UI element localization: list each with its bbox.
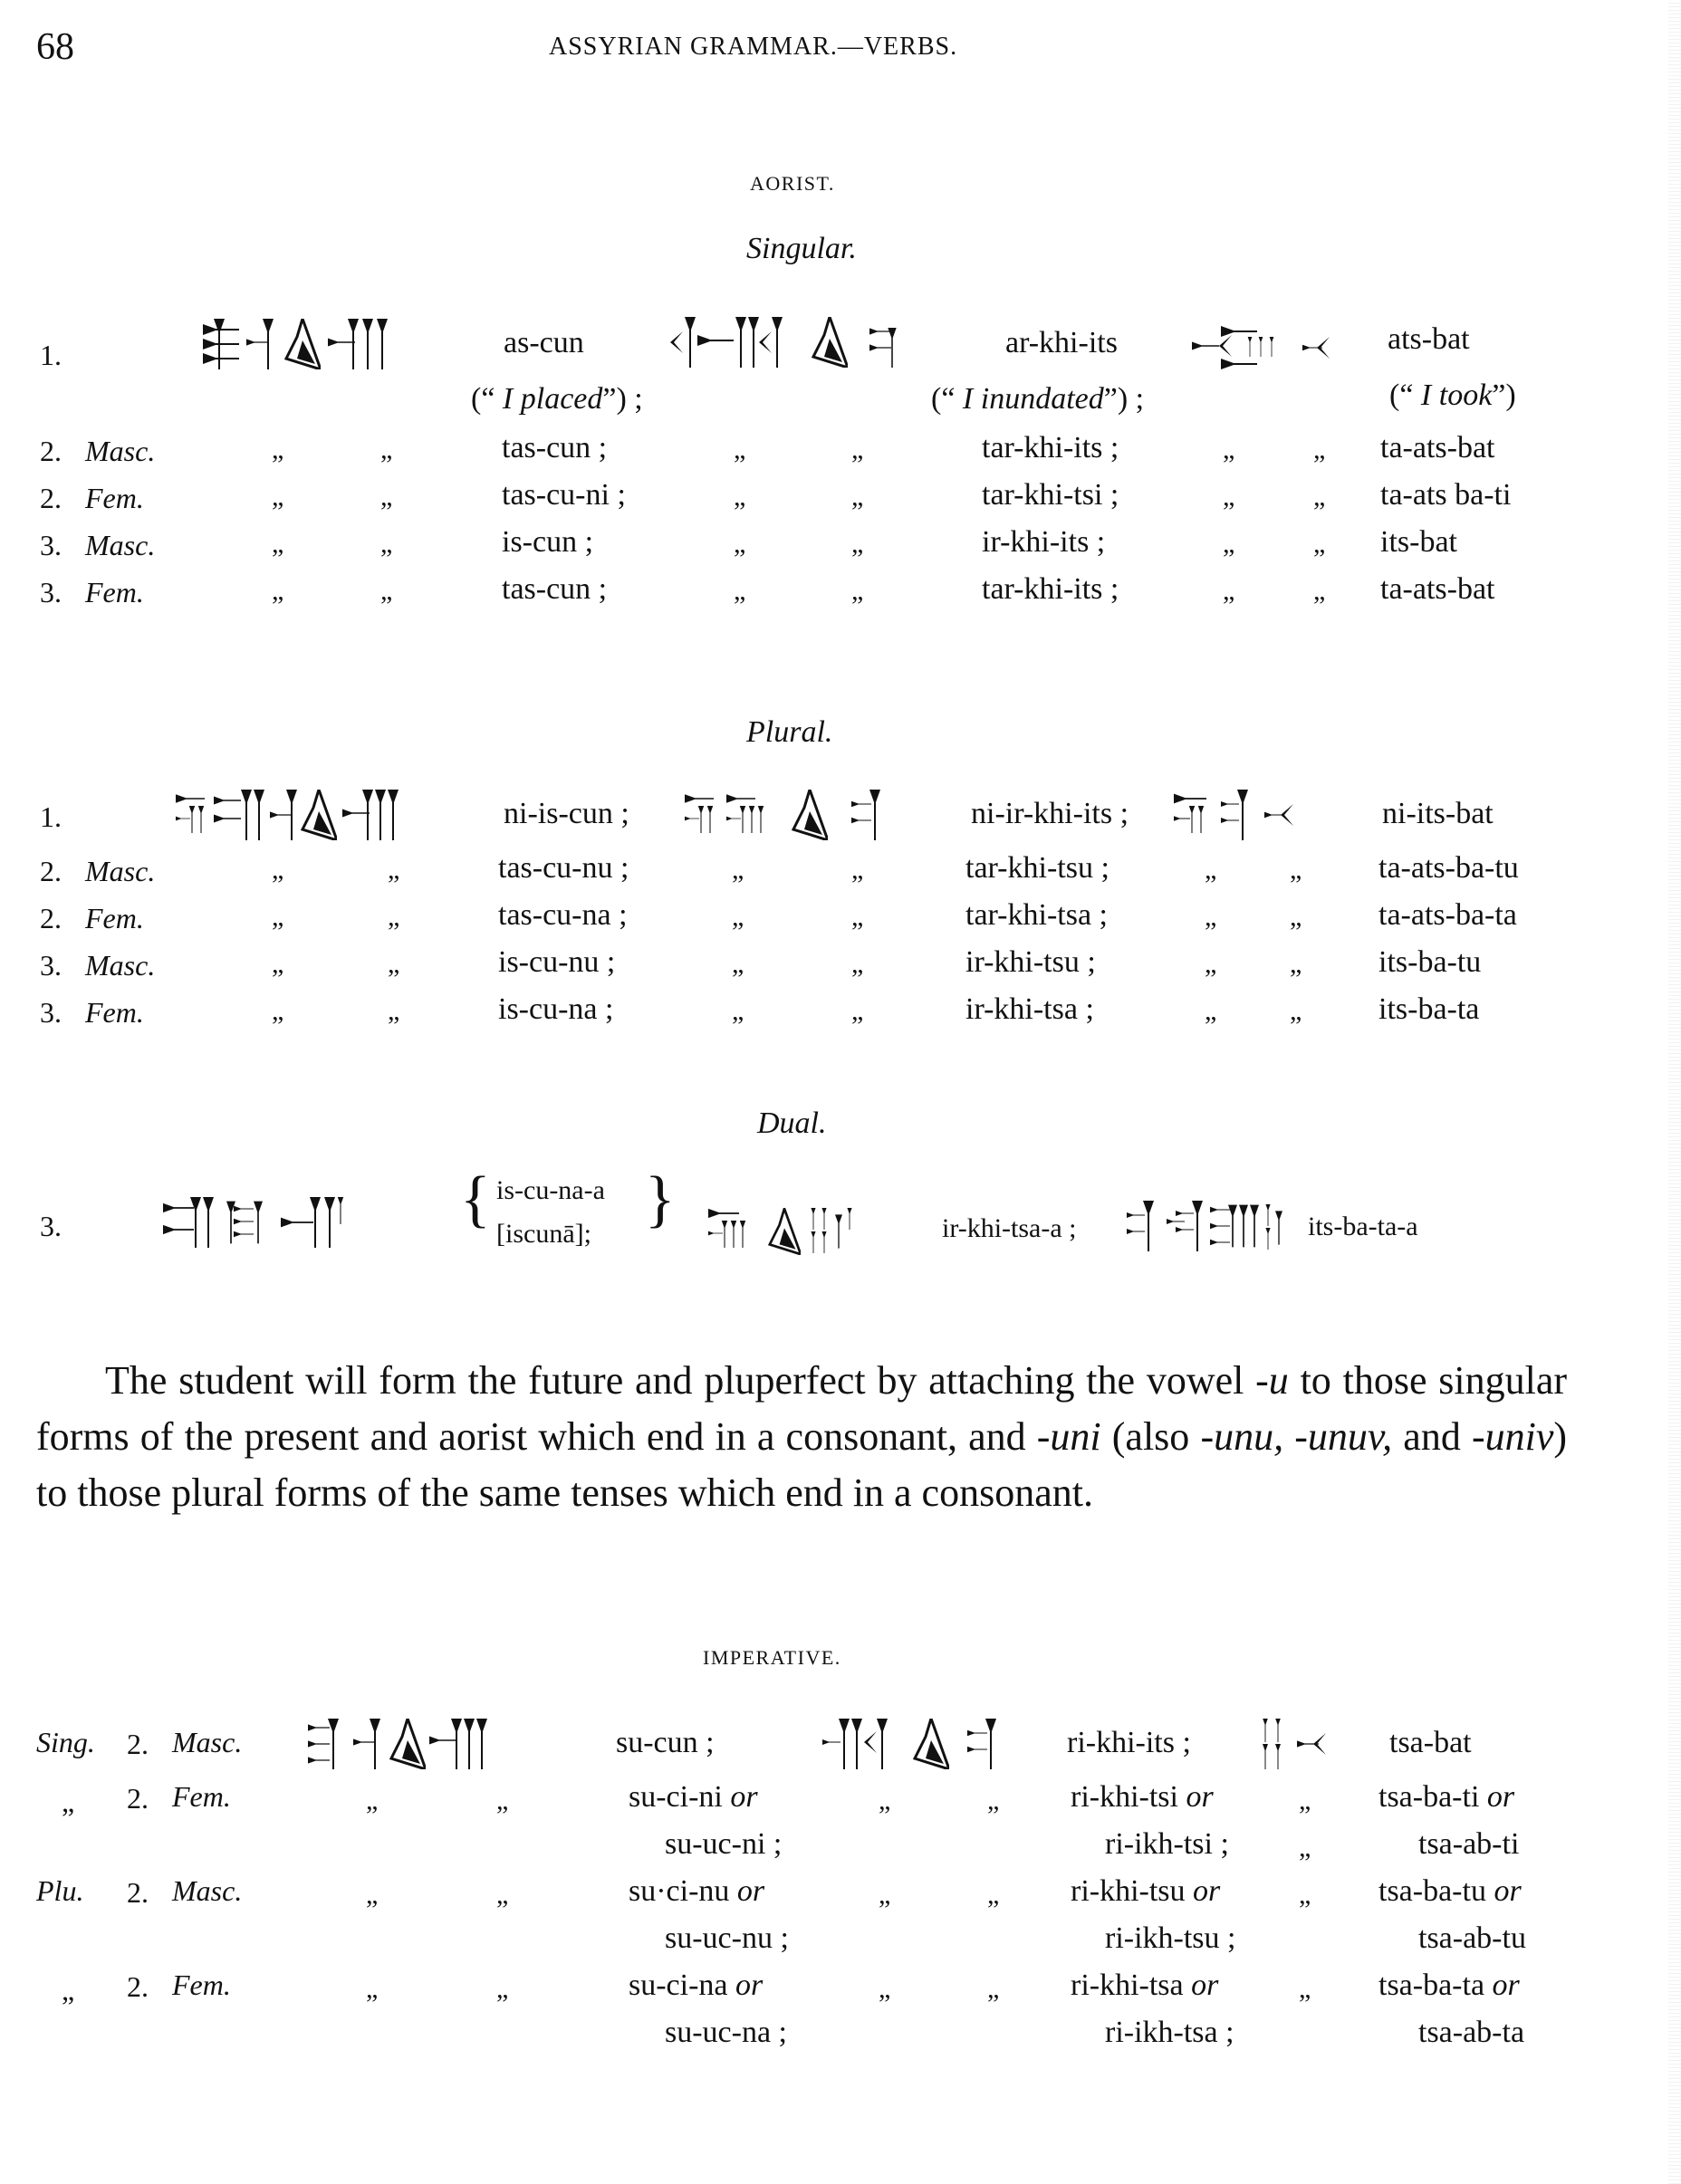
- verb-form: ta-ats-bat: [1380, 431, 1495, 465]
- cuneiform-rikhits-icon: [822, 1719, 1058, 1769]
- ditto-mark: „: [272, 949, 284, 979]
- ditto-mark: „: [380, 576, 393, 606]
- ditto-mark: „: [851, 482, 864, 512]
- ditto-mark: „: [732, 949, 744, 979]
- verb-form: is-cun ;: [502, 525, 594, 559]
- imperative-form: [1067, 1726, 1191, 1760]
- row-person-label: Fem.: [85, 996, 144, 1029]
- ditto-mark: „: [732, 996, 744, 1026]
- verb-form: tar-khi-tsa ;: [965, 898, 1108, 932]
- row-person-label: Fem.: [85, 482, 144, 514]
- row-number: 3.: [40, 996, 62, 1029]
- para-suffix: -uni: [1036, 1414, 1101, 1459]
- or-word: or: [736, 1874, 765, 1908]
- ditto-mark: „: [987, 1974, 1000, 2004]
- section-title-aorist: AORIST.: [750, 172, 835, 195]
- imperative-form: [1378, 1968, 1520, 2003]
- ditto-mark: „: [366, 1880, 379, 1910]
- ditto-mark: „: [734, 482, 746, 512]
- cuneiform-niskun-icon: [176, 790, 502, 840]
- ditto-mark: „: [272, 855, 284, 885]
- imperative-form-alt: tsa-ab-ta: [1418, 2016, 1525, 2049]
- form-text: su-cun ;: [616, 1726, 715, 1759]
- row-person-label: Masc.: [85, 855, 156, 887]
- ditto-mark: „: [851, 435, 864, 465]
- ditto-mark: „: [388, 949, 400, 979]
- row-person-label: Masc.: [172, 1874, 243, 1907]
- explanatory-paragraph: [36, 1353, 1567, 1521]
- row-number: 3.: [40, 576, 62, 608]
- ditto-mark: „: [272, 482, 284, 512]
- ditto-mark: „: [1299, 1786, 1311, 1815]
- ditto-mark: „: [851, 996, 864, 1026]
- ditto-mark: „: [388, 855, 400, 885]
- dual-form-line2: [iscunā];: [496, 1219, 591, 1249]
- ditto-mark: „: [496, 1880, 509, 1910]
- gloss-i-placed: [471, 382, 643, 417]
- ditto-mark: „: [1299, 1974, 1311, 2004]
- dual-form-itsbataa: its-ba-ta-a: [1308, 1212, 1418, 1241]
- ditto-mark: „: [1299, 1833, 1311, 1863]
- row-number: 2.: [127, 1728, 149, 1760]
- form-text: ri-khi-tsi: [1071, 1780, 1178, 1814]
- imperative-form: [629, 1780, 758, 1815]
- page-number: 68: [36, 26, 74, 68]
- verb-form: ir-khi-tsa ;: [965, 992, 1094, 1026]
- para-text: to those singular forms of the present and aorist which end in a consonant, and: [36, 1358, 1568, 1459]
- row-number: 1.: [40, 339, 62, 371]
- section-title-imperative: IMPERATIVE.: [703, 1646, 841, 1669]
- or-word: or: [730, 1780, 758, 1814]
- verb-form: tar-khi-its ;: [982, 572, 1119, 606]
- form-text: tsa-ba-ti: [1378, 1780, 1480, 1814]
- row-number: 2.: [40, 902, 62, 934]
- row-person-label: Fem.: [172, 1780, 231, 1813]
- ditto-mark: „: [734, 435, 746, 465]
- ditto-mark: „: [1205, 996, 1217, 1026]
- para-suffix: -univ: [1471, 1414, 1554, 1459]
- imperative-form-alt: ri-ikh-tsu ;: [1105, 1921, 1236, 1955]
- imperative-form: [1071, 1780, 1214, 1815]
- imperative-form-alt: su-uc-ni ;: [665, 1827, 783, 1861]
- gloss-i-inundated: [931, 382, 1144, 417]
- ditto-mark: „: [987, 1880, 1000, 1910]
- close-quote: ”): [1103, 382, 1129, 416]
- ditto-mark: „: [496, 1786, 509, 1815]
- para-text: and: [1392, 1414, 1472, 1459]
- ditto-mark: „: [734, 576, 746, 606]
- imperative-form: [616, 1726, 715, 1760]
- row-number: 2.: [40, 482, 62, 514]
- subtitle-dual: Dual.: [757, 1106, 827, 1140]
- ditto-mark: „: [366, 1786, 379, 1815]
- verb-form: tas-cu-na ;: [498, 898, 628, 932]
- gloss-suffix: ;: [1135, 382, 1145, 416]
- cuneiform-nitsbat-icon: [1174, 790, 1355, 840]
- verb-form: ta-ats ba-ti: [1380, 478, 1512, 512]
- gloss-text: I took: [1420, 378, 1493, 412]
- gloss-text: I inundated: [962, 382, 1104, 416]
- ditto-mark: „: [732, 855, 744, 885]
- verb-form: ats-bat: [1388, 322, 1470, 356]
- verb-form: tas-cun ;: [502, 572, 608, 606]
- close-quote: ”): [602, 382, 627, 416]
- gloss-suffix: ;: [634, 382, 643, 416]
- gloss-text: I placed: [502, 382, 603, 416]
- para-text: The student will form the future and pluperfect by attaching the vowel: [105, 1358, 1256, 1403]
- ditto-mark: „: [734, 529, 746, 559]
- imperative-form-alt: su-uc-nu ;: [665, 1921, 789, 1955]
- row-person-label: Fem.: [85, 576, 144, 608]
- ditto-mark: „: [879, 1880, 891, 1910]
- ditto-mark: „: [1290, 902, 1302, 932]
- ditto-mark: „: [879, 1974, 891, 2004]
- ditto-mark: „: [380, 435, 393, 465]
- open-quote: (“: [471, 382, 495, 416]
- ditto-mark: „: [272, 435, 284, 465]
- para-text: ) to those plural forms of the same tenses which end in a consonant.: [36, 1414, 1568, 1515]
- form-text: tsa-ba-tu: [1378, 1874, 1486, 1908]
- dual-form-irkhitsaa: ir-khi-tsa-a ;: [942, 1213, 1077, 1243]
- verb-form: tas-cu-nu ;: [498, 851, 629, 885]
- or-word: or: [1186, 1780, 1214, 1814]
- cuneiform-tsabat-icon: [1192, 322, 1346, 373]
- imperative-form: [1071, 1968, 1218, 2003]
- imperative-form: [1378, 1874, 1522, 1909]
- row-person-label: Masc.: [85, 949, 156, 982]
- row-number: 3.: [40, 529, 62, 561]
- gloss-i-took: [1389, 378, 1516, 413]
- form-text: su-ci-na: [629, 1968, 728, 2002]
- form-text: ri-khi-tsu: [1071, 1874, 1186, 1908]
- ditto-mark: „: [388, 996, 400, 1026]
- ditto-mark: „: [1290, 855, 1302, 885]
- row-group-label: „: [62, 1786, 75, 1818]
- imperative-form-alt: tsa-ab-ti: [1418, 1827, 1520, 1861]
- ditto-mark: „: [272, 529, 284, 559]
- row-person-label: Masc.: [85, 529, 156, 561]
- cuneiform-tsabat-imp-icon: [1261, 1719, 1369, 1769]
- row-group-label: Plu.: [36, 1874, 84, 1907]
- row-number: 3.: [40, 1210, 62, 1242]
- form-text: tsa-bat: [1389, 1726, 1472, 1759]
- ditto-mark: „: [851, 576, 864, 606]
- or-word: or: [1494, 1874, 1522, 1908]
- close-quote: ”): [1492, 378, 1516, 412]
- imperative-form: [1389, 1726, 1472, 1760]
- ditto-mark: „: [1205, 902, 1217, 932]
- verb-form: ni-its-bat: [1382, 797, 1494, 830]
- row-number: 2.: [40, 435, 62, 467]
- ditto-mark: „: [1290, 996, 1302, 1026]
- imperative-form: [629, 1874, 764, 1909]
- ditto-mark: „: [1313, 482, 1326, 512]
- cuneiform-nirkhits-icon: [685, 790, 956, 840]
- ditto-mark: „: [1223, 482, 1235, 512]
- subtitle-singular: Singular.: [746, 232, 857, 265]
- row-person-label: Masc.: [172, 1726, 243, 1758]
- or-word: or: [1492, 1968, 1520, 2002]
- ditto-mark: „: [879, 1786, 891, 1815]
- verb-form: ta-ats-ba-tu: [1378, 851, 1519, 885]
- ditto-mark: „: [1313, 576, 1326, 606]
- row-number: 2.: [127, 1782, 149, 1815]
- imperative-form: [629, 1968, 763, 2003]
- open-quote: (“: [1389, 378, 1414, 412]
- verb-form: its-ba-ta: [1378, 992, 1480, 1026]
- ditto-mark: „: [1223, 435, 1235, 465]
- verb-form: ta-ats-ba-ta: [1378, 898, 1517, 932]
- row-number: 1.: [40, 800, 62, 833]
- para-suffix: -unu,: [1200, 1414, 1284, 1459]
- ditto-mark: „: [1313, 529, 1326, 559]
- row-group-label: Sing.: [36, 1726, 95, 1758]
- ditto-mark: „: [1223, 529, 1235, 559]
- form-text: ri-khi-its ;: [1067, 1726, 1191, 1759]
- subtitle-plural: Plural.: [746, 715, 833, 749]
- ditto-mark: „: [272, 996, 284, 1026]
- imperative-form: [1071, 1874, 1220, 1909]
- ditto-mark: „: [1205, 949, 1217, 979]
- verb-form: is-cu-nu ;: [498, 945, 616, 979]
- ditto-mark: „: [380, 529, 393, 559]
- ditto-mark: „: [1205, 855, 1217, 885]
- form-text: su-ci-ni: [629, 1780, 723, 1814]
- row-group-label: „: [62, 1974, 75, 2007]
- ditto-mark: „: [496, 1974, 509, 2004]
- row-number: 2.: [127, 1970, 149, 2003]
- cuneiform-rakhats-icon: [670, 317, 942, 368]
- close-brace-icon: }: [645, 1164, 676, 1234]
- ditto-mark: „: [851, 529, 864, 559]
- verb-form: its-bat: [1380, 525, 1457, 559]
- verb-form: tar-khi-its ;: [982, 431, 1119, 465]
- verb-form: as-cun: [504, 326, 584, 359]
- ditto-mark: „: [1223, 576, 1235, 606]
- para-suffix: -unuv,: [1294, 1414, 1393, 1459]
- imperative-form-alt: tsa-ab-tu: [1418, 1921, 1526, 1955]
- row-person-label: Fem.: [85, 902, 144, 934]
- verb-form: is-cu-na ;: [498, 992, 614, 1026]
- form-text: su·ci-nu: [629, 1874, 730, 1908]
- cuneiform-sukun-icon: [308, 1719, 552, 1769]
- ditto-mark: „: [388, 902, 400, 932]
- ditto-mark: „: [366, 1974, 379, 2004]
- para-text: [1283, 1414, 1294, 1459]
- ditto-mark: „: [380, 482, 393, 512]
- ditto-mark: „: [1313, 435, 1326, 465]
- ditto-mark: „: [851, 855, 864, 885]
- imperative-form-alt: ri-ikh-tsi ;: [1105, 1827, 1229, 1861]
- row-number: 2.: [127, 1876, 149, 1909]
- cuneiform-irkhitsa-icon: [708, 1204, 926, 1255]
- imperative-form-alt: su-uc-na ;: [665, 2016, 788, 2049]
- para-text: (also: [1100, 1414, 1201, 1459]
- ditto-mark: „: [1290, 949, 1302, 979]
- verb-form: tar-khi-tsu ;: [965, 851, 1109, 885]
- verb-form: ni-is-cun ;: [504, 797, 629, 830]
- ditto-mark: „: [987, 1786, 1000, 1815]
- cuneiform-sakan-icon: [203, 319, 447, 369]
- or-word: or: [1193, 1874, 1221, 1908]
- open-brace-icon: {: [460, 1164, 491, 1234]
- ditto-mark: „: [851, 949, 864, 979]
- row-person-label: Fem.: [172, 1968, 231, 2001]
- verb-form: ir-khi-tsu ;: [965, 945, 1096, 979]
- ditto-mark: „: [272, 902, 284, 932]
- verb-form: its-ba-tu: [1378, 945, 1482, 979]
- ditto-mark: „: [272, 576, 284, 606]
- ditto-mark: „: [1299, 1880, 1311, 1910]
- or-word: or: [735, 1968, 764, 2002]
- para-suffix: -u: [1255, 1358, 1289, 1403]
- or-word: or: [1191, 1968, 1219, 2002]
- form-text: ri-khi-tsa: [1071, 1968, 1184, 2002]
- verb-form: ir-khi-its ;: [982, 525, 1106, 559]
- ditto-mark: „: [732, 902, 744, 932]
- form-text: tsa-ba-ta: [1378, 1968, 1485, 2002]
- dual-form-line1: is-cu-na-a: [496, 1175, 605, 1205]
- row-person-label: Masc.: [85, 435, 156, 467]
- verb-form: ta-ats-bat: [1380, 572, 1495, 606]
- imperative-form: [1378, 1780, 1514, 1815]
- row-number: 2.: [40, 855, 62, 887]
- or-word: or: [1486, 1780, 1515, 1814]
- ditto-mark: „: [851, 902, 864, 932]
- imperative-form-alt: ri-ikh-tsa ;: [1105, 2016, 1234, 2049]
- verb-form: ni-ir-khi-its ;: [971, 797, 1129, 830]
- page-edge: [1668, 0, 1681, 2184]
- verb-form: tar-khi-tsi ;: [982, 478, 1119, 512]
- cuneiform-iskuna-icon: [163, 1197, 453, 1248]
- row-number: 3.: [40, 949, 62, 982]
- verb-form: ar-khi-its: [1005, 326, 1118, 359]
- verb-form: tas-cun ;: [502, 431, 608, 465]
- verb-form: tas-cu-ni ;: [502, 478, 626, 512]
- running-head: ASSYRIAN GRAMMAR.—VERBS.: [549, 33, 958, 61]
- open-quote: (“: [931, 382, 956, 416]
